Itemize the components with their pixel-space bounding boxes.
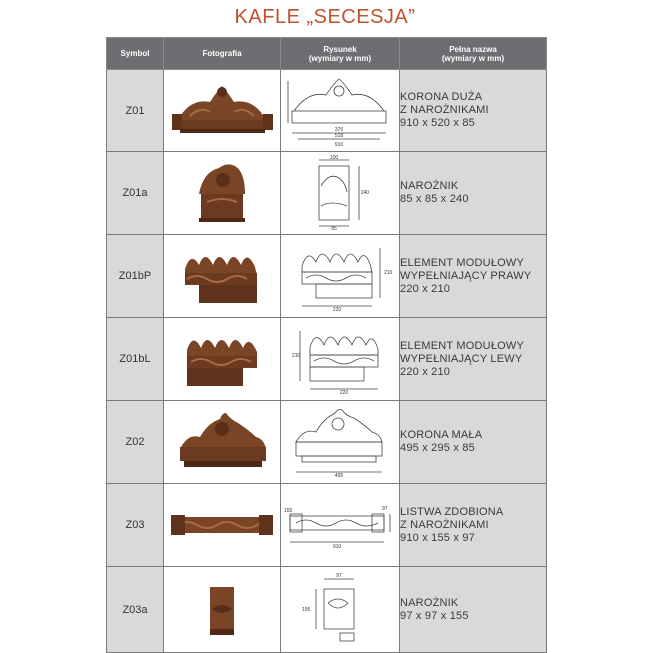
drawing-cell [281, 567, 400, 653]
dim-label: 376 [334, 126, 344, 133]
header-photo: Fotografia [164, 38, 281, 70]
name-cell [400, 318, 547, 401]
photo-cell [164, 401, 281, 484]
dim-label: 220 [339, 390, 349, 396]
name-line: 97 x 97 x 155 [400, 609, 469, 622]
name-cell [400, 152, 547, 235]
name-line: KORONA MAŁA [400, 429, 483, 441]
module-right-drawing [292, 240, 393, 313]
header-name-line1: Pełna nazwa [449, 44, 497, 54]
table-row [107, 401, 547, 484]
page-title: KAFLE „SECESJA” [234, 6, 416, 28]
header-symbol: Symbol [107, 38, 164, 70]
name-line: ELEMENT MODUŁOWY [400, 339, 525, 352]
table-row [107, 152, 547, 235]
dim-label: 97 [336, 572, 342, 579]
strip-corner-photo [192, 579, 252, 641]
header-name [400, 38, 547, 70]
name-line: 220 x 210 [400, 282, 451, 295]
crown-small-drawing [288, 406, 392, 478]
name-line: 85 x 85 x 240 [400, 193, 469, 205]
strip-corner-drawing [300, 573, 380, 647]
name-line: 220 x 210 [400, 365, 451, 378]
name-cell [400, 567, 547, 653]
crown-large-drawing [284, 75, 396, 147]
symbol-cell: Z01bL [107, 318, 164, 401]
dim-label: 495 [334, 473, 344, 479]
header-drawing-line2: (wymiary w mm) [308, 53, 372, 63]
photo-cell [164, 152, 281, 235]
name-line: NAROŻNIK [400, 180, 459, 192]
crown-large-photo [170, 80, 275, 142]
dim-label: 100 [329, 155, 339, 161]
symbol-cell: Z03 [107, 484, 164, 567]
table-row [107, 567, 547, 653]
dim-label: 220 [332, 307, 342, 313]
name-line: Z NAROŻNIKAMI [400, 518, 489, 531]
photo-cell [164, 484, 281, 567]
dim-label: 210 [292, 353, 301, 359]
name-line: WYPEŁNIAJĄCY PRAWY [400, 269, 532, 282]
header-drawing-line1: Rysunek [323, 44, 357, 54]
symbol-cell: Z01bP [107, 235, 164, 318]
table-row [107, 484, 547, 567]
name-line: WYPEŁNIAJĄCY LEWY [400, 352, 523, 365]
module-left-photo [177, 326, 267, 392]
dim-label: 97 [382, 506, 388, 512]
ornamental-strip-drawing [284, 500, 396, 550]
header-name-line2: (wymiary w mm) [441, 53, 505, 63]
dim-label: 518 [334, 132, 344, 139]
dim-label: 910 [334, 141, 344, 148]
drawing-cell [281, 235, 400, 318]
drawing-cell [281, 484, 400, 567]
drawing-cell [281, 70, 400, 152]
dim-label: 910 [332, 544, 342, 550]
table-row [107, 70, 547, 152]
module-left-drawing [292, 323, 388, 395]
dim-label: 240 [360, 190, 370, 196]
symbol-cell: Z01 [107, 70, 164, 152]
name-line: KORONA DUŻA [400, 91, 483, 103]
name-line: 495 x 295 x 85 [400, 442, 475, 454]
corner-drawing [305, 156, 375, 230]
symbol-cell: Z01a [107, 152, 164, 235]
dim-label: 210 [384, 270, 393, 276]
product-table [106, 37, 547, 653]
name-cell [400, 484, 547, 567]
ornamental-strip-photo [167, 505, 277, 545]
drawing-cell [281, 152, 400, 235]
table-row [107, 235, 547, 318]
name-line: 910 x 520 x 85 [400, 117, 475, 129]
corner-photo [187, 158, 257, 228]
name-cell [400, 401, 547, 484]
name-line: LISTWA ZDOBIONA [400, 505, 504, 518]
photo-cell [164, 567, 281, 653]
dim-label: 155 [284, 508, 293, 514]
name-line: Z NAROŻNIKAMI [400, 104, 489, 116]
table-row [107, 318, 547, 401]
dim-label: 155 [302, 606, 311, 613]
symbol-cell: Z03a [107, 567, 164, 653]
name-cell [400, 235, 547, 318]
header-drawing [281, 38, 400, 70]
name-cell [400, 70, 547, 152]
dim-label: 85 [331, 226, 337, 232]
crown-small-photo [174, 409, 270, 475]
symbol-cell: Z02 [107, 401, 164, 484]
name-line: 910 x 155 x 97 [400, 531, 475, 544]
table-header-row [107, 38, 547, 70]
drawing-cell [281, 318, 400, 401]
drawing-cell [281, 401, 400, 484]
module-right-photo [177, 243, 267, 309]
photo-cell [164, 318, 281, 401]
photo-cell [164, 235, 281, 318]
name-line: NAROŻNIK [400, 596, 459, 609]
name-line: ELEMENT MODUŁOWY [400, 256, 525, 269]
photo-cell [164, 70, 281, 152]
